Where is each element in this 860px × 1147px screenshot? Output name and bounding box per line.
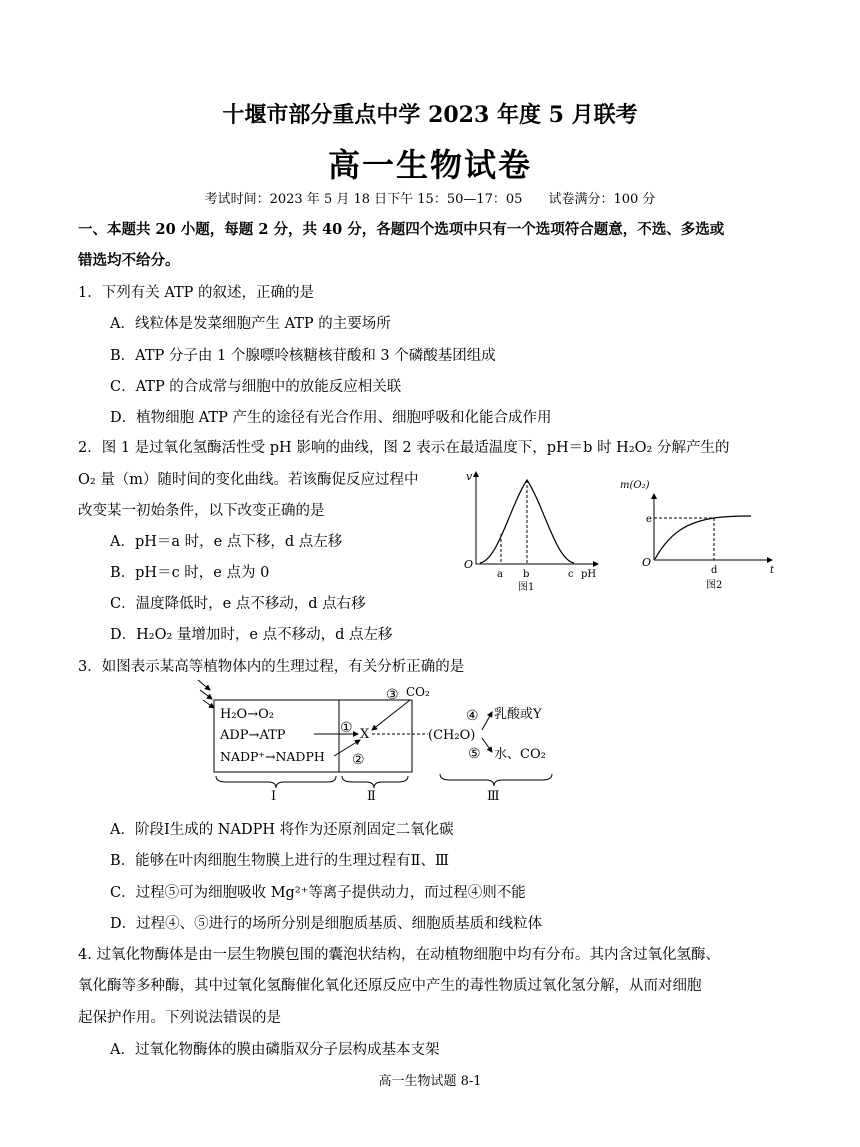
exam-info: 考试时间：2023 年 5 月 18 日下午 15：50—17：05 试卷满分：100 分 (204, 192, 656, 207)
q2-option-a: A．pH＝a 时，e 点下移，d 点左移 (110, 534, 343, 550)
q3-option-b: B．能够在叶肉细胞生物膜上进行的生理过程有Ⅱ、Ⅲ (110, 853, 449, 869)
fig1-xlabel: pH (581, 569, 597, 580)
fig1-tick-c: c (568, 569, 574, 580)
q2-stem-line3: 改变某一初始条件，以下改变正确的是 (78, 503, 325, 519)
marker-3: ③ (386, 687, 399, 703)
marker-4: ④ (466, 708, 479, 724)
q1-option-c: C．ATP 的合成常与细胞中的放能反应相关联 (110, 379, 402, 395)
marker-1: ① (340, 720, 353, 736)
q1-stem: 1．下列有关 ATP 的叙述，正确的是 (78, 285, 315, 301)
q3-option-c: C．过程⑤可为细胞吸收 Mg²⁺等离子提供动力，而过程④则不能 (110, 885, 526, 901)
light-rays (198, 680, 214, 708)
q2-option-b: B．pH＝c 时，e 点为 0 (110, 565, 270, 581)
q1-option-d: D．植物细胞 ATP 产生的途径有光合作用、细胞呼吸和化能合成作用 (110, 410, 552, 426)
marker-5: ⑤ (468, 746, 481, 762)
q2-option-d: D．H₂O₂ 量增加时，e 点不移动，d 点左移 (110, 627, 393, 643)
product-4: 乳酸或Y (494, 707, 542, 722)
fig2-curve (655, 516, 751, 559)
q2-stem-line2: O₂ 量（m）随时间的变化曲线。若该酶促反应过程中 (78, 472, 419, 488)
arrow-4 (482, 712, 492, 730)
fig2-caption: 图2 (706, 580, 723, 591)
q4-option-a: A．过氧化物酶体的膜由磷脂双分子层构成基本支架 (110, 1042, 440, 1058)
fig2-ylabel: m(O₂) (620, 480, 650, 491)
fig1-caption: 图1 (518, 582, 535, 593)
fig2-xlabel: t (770, 565, 775, 576)
brace-stage-3 (440, 774, 552, 786)
page-footer: 高一生物试题 8-1 (378, 1074, 482, 1089)
paper-title: 高一生物试卷 (327, 146, 532, 184)
q3-stem: 3．如图表示某高等植物体内的生理过程，有关分析正确的是 (78, 659, 465, 675)
q4-stem-line1: 4. 过氧化物酶体是由一层生物膜包围的囊泡状结构，在动植物细胞中均有分布。其内含过氧化氢酶、 (78, 947, 720, 963)
section-instructions-line1: 一、本题共 20 小题，每题 2 分，共 40 分，各题四个选项中只有一个选项符合题意，不选、多选或 (78, 221, 725, 238)
product-5: 水、CO₂ (494, 747, 546, 762)
reaction-atp: ADP→ATP (220, 728, 286, 743)
q3-option-a: A．阶段Ⅰ生成的 NADPH 将作为还原剂固定二氧化碳 (110, 822, 454, 838)
fig1-tick-b: b (523, 569, 530, 580)
q2-stem-line1: 2．图 1 是过氧化氢酶活性受 pH 影响的曲线，图 2 表示在最适温度下，pH＝b 时 H₂O₂ 分解产生的 (78, 440, 730, 456)
stage-1-label: Ⅰ (271, 789, 277, 804)
fig2-tick-d: d (711, 565, 718, 576)
arrow-5 (482, 738, 492, 752)
q1-option-b: B．ATP 分子由 1 个腺嘌呤核糖核苷酸和 3 个磷酸基团组成 (110, 348, 496, 364)
reaction-water: H₂O→O₂ (220, 707, 274, 722)
figure-2-oxygen-time-curve (610, 472, 785, 594)
marker-2: ② (352, 752, 365, 768)
co2-label: CO₂ (406, 685, 430, 699)
fig2-origin: O (642, 556, 652, 569)
stage-3-label: Ⅲ (487, 789, 500, 804)
fig1-origin: O (464, 558, 474, 571)
q4-stem-line3: 起保护作用。下列说法错误的是 (78, 1010, 281, 1026)
brace-stage-1 (216, 776, 336, 788)
fig1-ylabel: v (466, 470, 473, 483)
figure-1-enzyme-ph-curve (458, 466, 608, 594)
q4-stem-line2: 氧化酶等多种酶，其中过氧化氢酶催化氧化还原反应中产生的毒性物质过氧化氢分解，从而对细胞 (78, 978, 702, 994)
arrow-3 (372, 700, 410, 730)
figure-3-photosynthesis-respiration-diagram (192, 676, 572, 806)
ch2o-label: (CH₂O) (428, 728, 476, 743)
x-label: X (360, 727, 370, 742)
stage-2-label: Ⅱ (367, 789, 376, 804)
q3-option-d: D．过程④、⑤进行的场所分别是细胞质基质、细胞质基质和线粒体 (110, 916, 543, 932)
section-instructions-line2: 错选均不给分。 (78, 252, 180, 269)
fig1-tick-a: a (497, 569, 503, 580)
q2-option-c: C．温度降低时，e 点不移动，d 点右移 (110, 596, 366, 612)
exam-title: 十堰市部分重点中学 2023 年度 5 月联考 (222, 102, 638, 128)
brace-stage-2 (342, 776, 408, 788)
q1-option-a: A．线粒体是发菜细胞产生 ATP 的主要场所 (110, 316, 391, 332)
reaction-nadph: NADP⁺→NADPH (220, 749, 325, 764)
fig2-tick-e: e (646, 514, 652, 525)
